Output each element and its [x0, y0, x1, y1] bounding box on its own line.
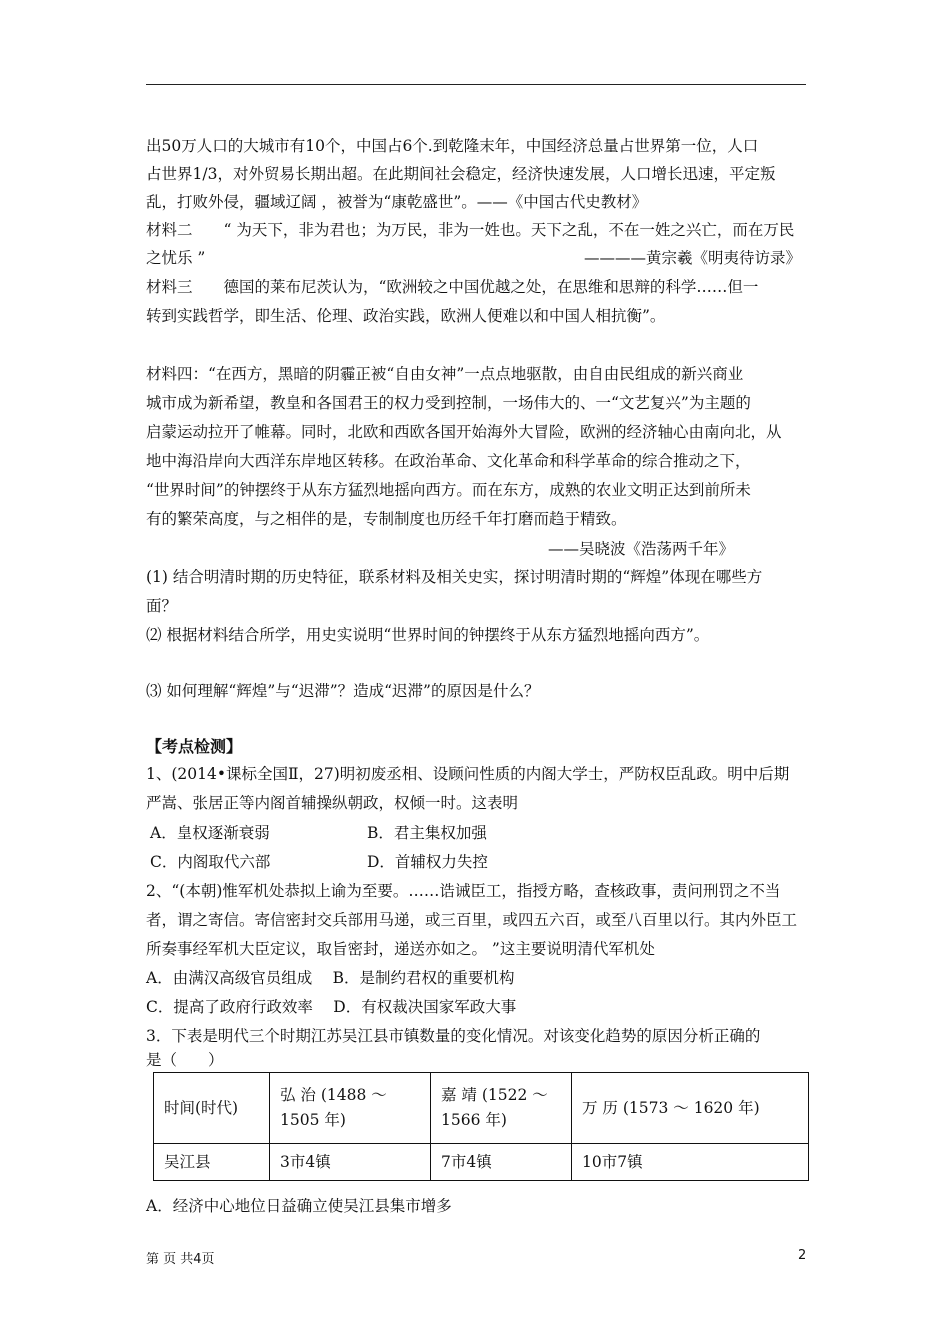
- q2-line: 2、“(本朝)惟军机处恭拟上谕为至要。……诰诫臣工，指授方略，查核政事，责问刑罚之不当: [146, 882, 781, 900]
- material4-line: 有的繁荣高度，与之相伴的是，专制制度也历经千年打磨而趋于精致。: [146, 510, 627, 528]
- body-line: 材料二 “ 为天下，非为君也；为万民，非为一姓也。天下之乱，不在一姓之兴亡，而在万民: [146, 221, 795, 239]
- q3-line: 是（ ）: [146, 1051, 224, 1069]
- table-cell: 吴江县: [154, 1144, 270, 1181]
- q1-line: 1、(2014•课标全国Ⅱ，27)明初废丞相、设顾问性质的内阁大学士，严防权臣乱政。明中后期: [146, 765, 790, 783]
- q1-line: 严嵩、张居正等内阁首辅操纵朝政，权倾一时。这表明: [146, 794, 519, 812]
- material4-line: 启蒙运动拉开了帷幕。同时，北欧和西欧各国开始海外大冒险，欧洲的经济轴心由南向北，从: [146, 423, 782, 441]
- material4-line: “世界时间”的钟摆终于从东方猛烈地摇向西方。而在东方，成熟的农业文明正达到前所未: [146, 481, 751, 499]
- question-1: (1) 结合明清时期的历史特征，联系材料及相关史实，探讨明清时期的“辉煌”体现在哪些方: [146, 568, 763, 586]
- material4-line: 城市成为新希望，教皇和各国君王的权力受到控制，一场伟大的、一“文艺复兴”为主题的: [146, 394, 751, 412]
- table-header-cell: 时间(时代): [154, 1073, 270, 1144]
- q1-option-c: C．内阁取代六部: [150, 853, 271, 871]
- material3-line: 材料三 德国的莱布尼茨认为，“欧洲较之中国优越之处，在思维和思辩的科学……但一: [146, 278, 759, 296]
- market-town-table: [153, 1072, 809, 1181]
- question-3: ⑶ 如何理解“辉煌”与“迟滞”？造成“迟滞”的原因是什么？: [146, 682, 540, 700]
- table-cell: 3市4镇: [270, 1144, 431, 1181]
- material3-line: 转到实践哲学，即生活、伦理、政治实践，欧洲人便难以和中国人相抗衡”。: [146, 307, 666, 325]
- q2-options-cd: C．提高了政府行政效率 D．有权裁决国家军政大事: [146, 998, 517, 1016]
- table-header-row: [154, 1073, 809, 1144]
- section-heading: 【考点检测】: [146, 737, 243, 756]
- body-line: 出50万人口的大城市有10个，中国占6个.到乾隆末年，中国经济总量占世界第一位，人口: [146, 137, 759, 155]
- q1-option-d: D．首辅权力失控: [367, 853, 488, 871]
- table-row: [154, 1144, 809, 1181]
- table-cell: 7市4镇: [431, 1144, 572, 1181]
- material4-line: 材料四：“在西方，黑暗的阴霾正被“自由女神”一点点地驱散，由自由民组成的新兴商业: [146, 365, 744, 383]
- body-line: 乱，打败外侵，疆域辽阔 ，被誉为“康乾盛世”。——《中国古代史教材》: [146, 193, 648, 211]
- table-header-cell: 弘 治 (1488 ～ 1505 年): [270, 1073, 431, 1144]
- q2-line: 者，谓之寄信。寄信密封交兵部用马递，或三百里，或四五六百，或至八百里以行。其内外臣工: [146, 911, 798, 929]
- table-header-cell: 嘉 靖 (1522 ～ 1566 年): [431, 1073, 572, 1144]
- page-number: 2: [798, 1248, 807, 1263]
- page-footer-label: 第 页 共4页: [146, 1252, 215, 1267]
- source-huang: ————黄宗羲《明夷待访录》: [584, 249, 802, 267]
- question-2: ⑵ 根据材料结合所学，用史实说明“世界时间的钟摆终于从东方猛烈地摇向西方”。: [146, 626, 710, 644]
- q2-line: 所奏事经军机大臣定议，取旨密封，递送亦如之。 ”这主要说明清代军机处: [146, 940, 655, 958]
- q3-line: 3．下表是明代三个时期江苏吴江县市镇数量的变化情况。对该变化趋势的原因分析正确的: [146, 1027, 761, 1045]
- source-wu: ——吴晓波《浩荡两千年》: [548, 540, 735, 558]
- body-line: 之忧乐 ”: [146, 249, 206, 267]
- table-header-cell: 万 历 (1573 ～ 1620 年): [572, 1073, 809, 1144]
- q1-option-b: B．君主集权加强: [367, 824, 487, 842]
- q1-option-a: A．皇权逐渐衰弱: [150, 824, 270, 842]
- question-1-cont: 面？: [146, 597, 178, 615]
- body-line: 占世界1/3，对外贸易长期出超。在此期间社会稳定，经济快速发展，人口增长迅速，平定叛: [146, 165, 776, 183]
- table-cell: 10市7镇: [572, 1144, 809, 1181]
- material4-line: 地中海沿岸向大西洋东岸地区转移。在政治革命、文化革命和科学革命的综合推动之下，: [146, 452, 751, 470]
- header-rule: [146, 84, 806, 85]
- q3-option-a: A．经济中心地位日益确立使吴江县集市增多: [146, 1197, 452, 1215]
- q2-options-ab: A．由满汉高级官员组成 B．是制约君权的重要机构: [146, 969, 515, 987]
